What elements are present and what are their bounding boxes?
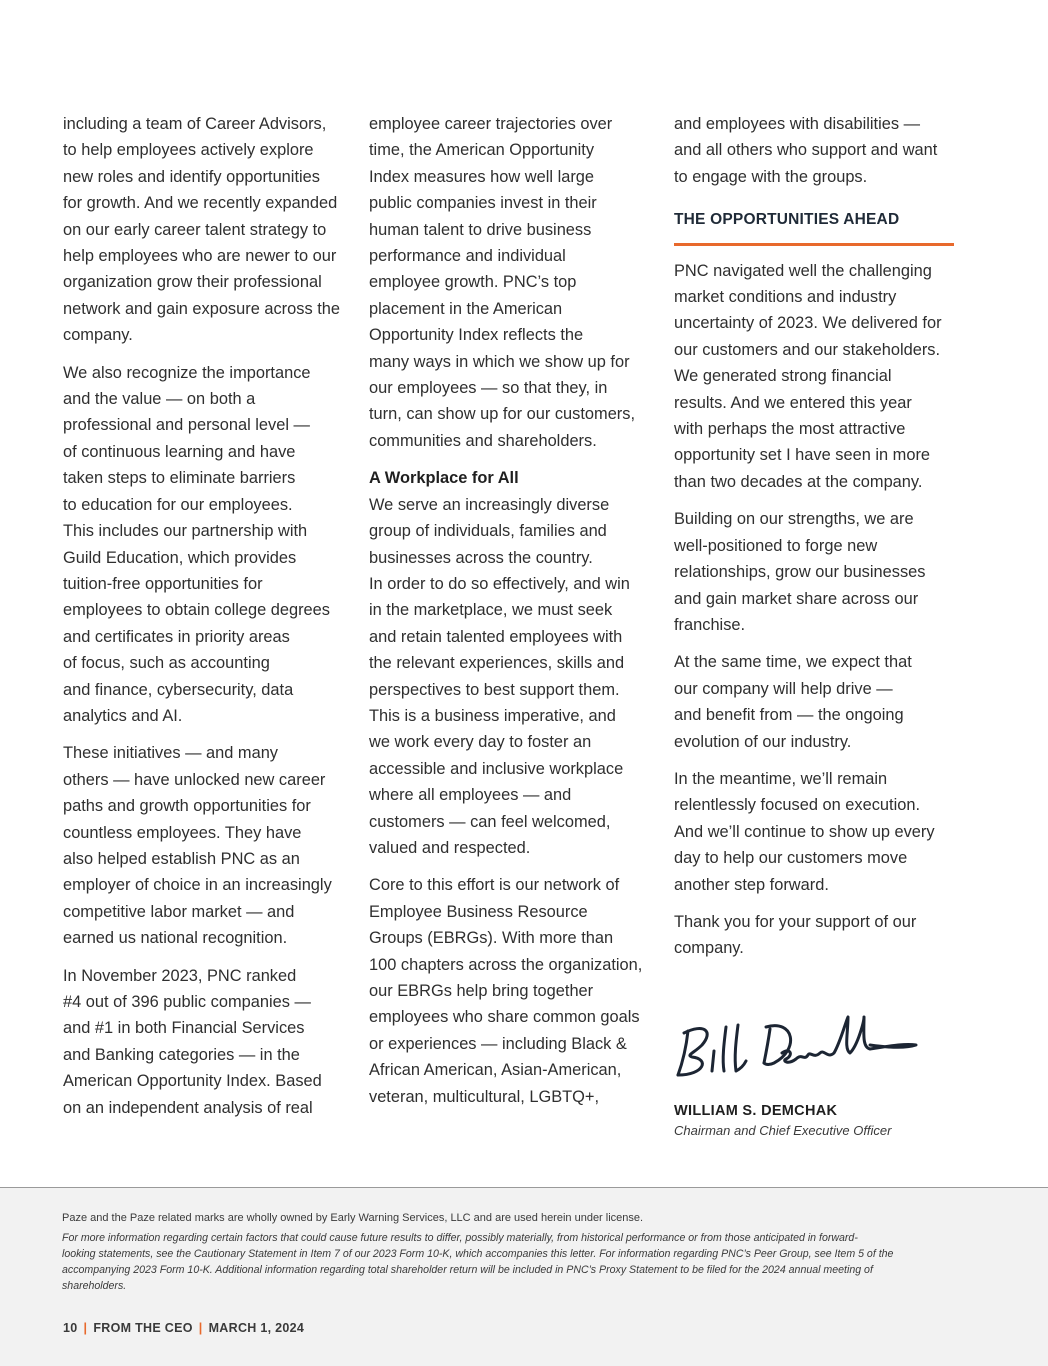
signature-image xyxy=(674,1009,934,1087)
column-1 xyxy=(63,111,353,1132)
col1-paragraph-4: In November 2023, PNC ranked #4 out of 396 public companies — and #1 in both Financial Services and Banking categories — in the American Opportunity Index. Based on an independent analysis of real xyxy=(63,966,322,1117)
col3-paragraph-1: PNC navigated well the challenging market conditions and industry uncertainty of 2023. We delivered for our customers and our stakeholders. We generated strong financial results. And we entered this year with perhaps the most attractive opportunity set I have seen in more than two decades at the company. xyxy=(674,261,942,491)
signer-title: Chairman and Chief Executive Officer xyxy=(674,1123,892,1139)
footer-section: FROM THE CEO xyxy=(93,1321,193,1335)
forward-looking-disclaimer: For more information regarding certain factors that could cause future results to differ, possibly materially, from historical performance or from those anticipated in forward- looking statements, see the Cautionary Statement in Item 7 of our 2023 Form 10-K, which accompanies this letter. For information regarding PNC’s Peer Group, see Item 5 of the accompanying 2023 Form 10-K. Additional information regarding total shareholder return will be included in PNC’s Proxy Statement to be filed for the 2024 annual meeting of shareholders. xyxy=(62,1232,894,1292)
col1-paragraph-1: including a team of Career Advisors, to help employees actively explore new roles and identify opportunities for growth. And we recently expanded on our early career talent strategy to help employees who are newer to our organization grow their professional network and gain exposure across the company. xyxy=(63,115,340,345)
col2-paragraph-1: employee career trajectories over time, the American Opportunity Index measures how well large public companies invest in their human talent to drive business performance and individual employee growth. PNC’s top placement in the American Opportunity Index reflects the many ways in which we show up for our employees — so that they, in turn, can show up for our customers, communities and shareholders. xyxy=(369,115,636,450)
col3-intro: and employees with disabilities — and all others who support and want to engage with the groups. xyxy=(674,115,938,186)
subheading-workplace-for-all: A Workplace for All xyxy=(369,469,519,488)
footer-separator: | xyxy=(83,1321,88,1335)
page-number: 10 xyxy=(63,1321,78,1335)
signer-name: WILLIAM S. DEMCHAK xyxy=(674,1103,838,1120)
col2-paragraph-ebrg: Core to this effort is our network of Employee Business Resource Groups (EBRGs). With more than 100 chapters across the organization, our EBRGs help bring together employees who share common goals or experiences — including Black & African American, Asian-American, veteran, multicultural, LGBTQ+, xyxy=(369,876,643,1106)
col3-paragraph-4: In the meantime, we’ll remain relentlessly focused on execution. And we’ll continue to show up every day to help our customers move another step forward. xyxy=(674,769,935,894)
column-2 xyxy=(369,111,659,1121)
column-3 xyxy=(674,111,964,1141)
section-heading-opportunities: THE OPPORTUNITIES AHEAD xyxy=(674,201,954,245)
col1-paragraph-3: These initiatives — and many others — have unlocked new career paths and growth opportunities for countless employees. They have also helped establish PNC as an employer of choice in an increasingly competitive labor market — and earned us national recognition. xyxy=(63,744,332,948)
page-footer xyxy=(63,1321,304,1335)
col1-paragraph-2: We also recognize the importance and the value — on both a professional and personal level — of continuous learning and have taken steps to eliminate barriers to education for our employees. This includes our partnership with Guild Education, which provides tuition-free opportunities for employees to obtain college degrees and certificates in priority areas of focus, such as accounting and finance, cybersecurity, data analytics and AI. xyxy=(63,363,330,725)
workplace-paragraph: We serve an increasingly diverse group of individuals, families and businesses across the country. In order to do so effectively, and win in the marketplace, we must seek and retain talented employees with the relevant experiences, skills and perspectives to best support them. This is a business imperative, and we work every day to foster an accessible and inclusive workplace where all employees — and customers — can feel welcomed, valued and respected. xyxy=(369,495,630,857)
footer-date: MARCH 1, 2024 xyxy=(208,1321,305,1335)
workplace-section xyxy=(369,465,659,861)
col3-paragraph-5: Thank you for your support of our company. xyxy=(674,912,917,958)
col3-paragraph-3: At the same time, we expect that our company will help drive — and benefit from — the ongoing evolution of our industry. xyxy=(674,653,912,751)
col3-paragraph-2: Building on our strengths, we are well-positioned to forge new relationships, grow our businesses and gain market share across our franchise. xyxy=(674,510,926,634)
footer-panel xyxy=(0,1187,1048,1366)
trademark-note: Paze and the Paze related marks are wholly owned by Early Warning Services, LLC and are used herein under license. xyxy=(62,1212,644,1224)
footer-separator: | xyxy=(198,1321,203,1335)
